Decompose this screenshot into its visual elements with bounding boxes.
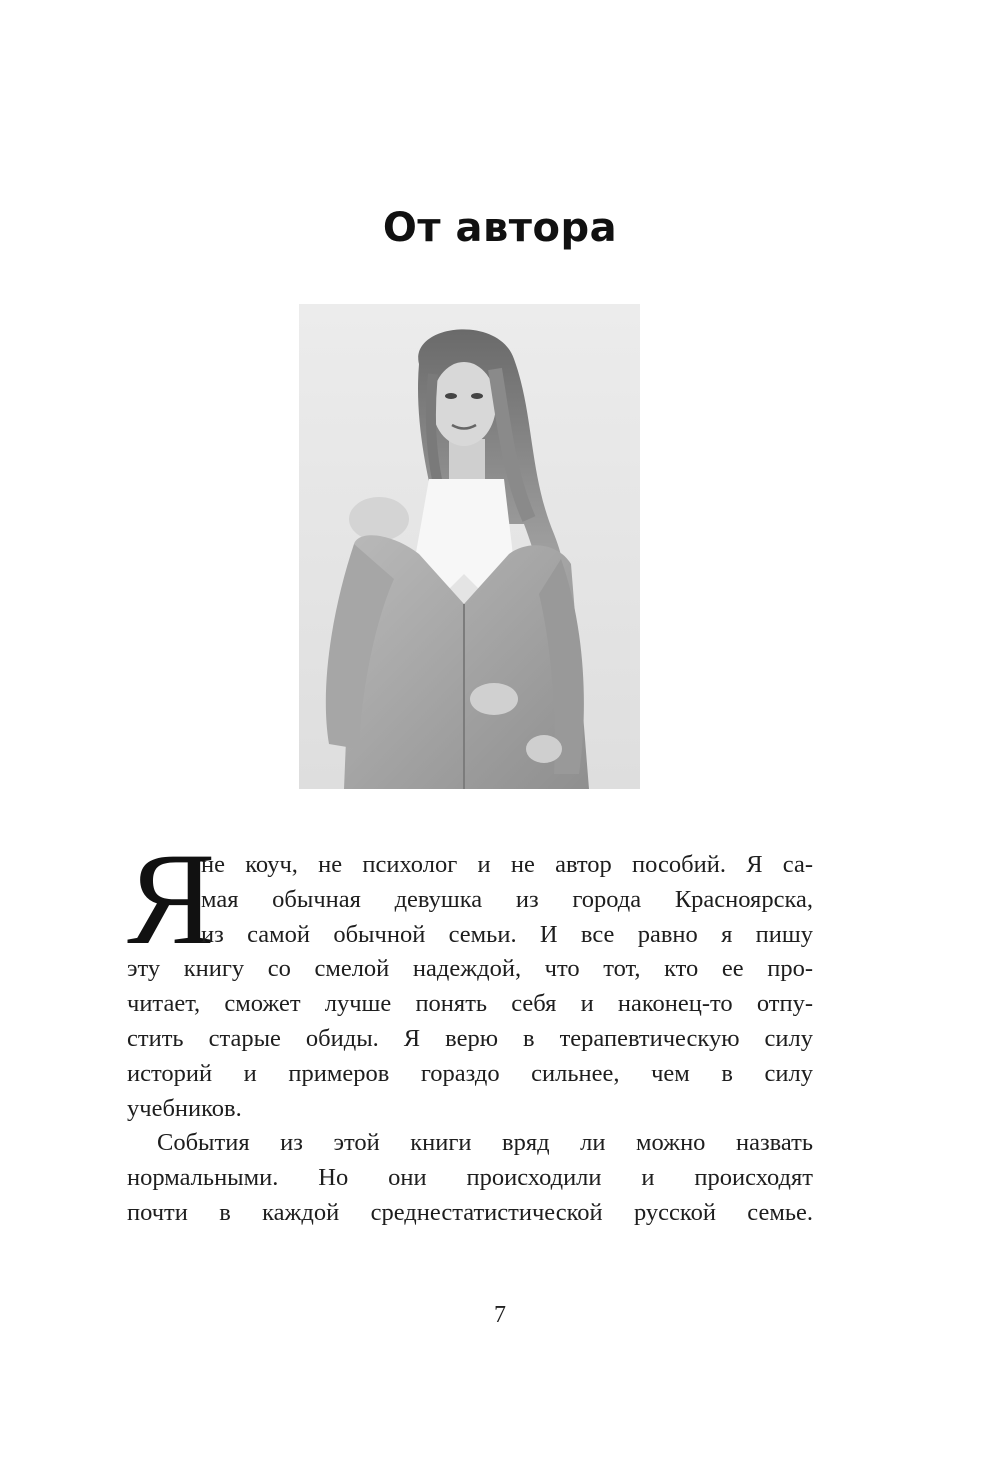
paragraph-line: читает, сможет лучше понять себя и наконец-то отпу-	[127, 990, 813, 1018]
drop-cap: Я	[127, 825, 216, 972]
paragraph-line: эту книгу со смелой надеждой, что тот, кто ее про-	[127, 955, 813, 983]
paragraph-line: почти в каждой среднестатистической русской семье.	[127, 1198, 813, 1226]
page-number: 7	[494, 1302, 506, 1328]
paragraph-line: историй и примеров гораздо сильнее, чем в силу	[127, 1059, 813, 1087]
paragraph-line: из самой обычной семьи. И все равно я пишу	[201, 920, 813, 948]
chapter-title: От автора	[382, 205, 618, 251]
paragraph-line: стить старые обиды. Я верю в терапевтическую силу	[127, 1024, 813, 1052]
paragraph-line: События из этой книги вряд ли можно назвать	[157, 1129, 813, 1157]
body-text	[127, 848, 813, 1231]
paragraph-line: нормальными. Но они происходили и происходят	[127, 1164, 813, 1192]
author-photo	[299, 304, 640, 789]
paragraph-line: не коуч, не психолог и не автор пособий. Я са-	[201, 851, 813, 878]
paragraph-line: мая обычная девушка из города Красноярска,	[201, 885, 813, 913]
paragraph-line: учебников.	[127, 1094, 242, 1122]
